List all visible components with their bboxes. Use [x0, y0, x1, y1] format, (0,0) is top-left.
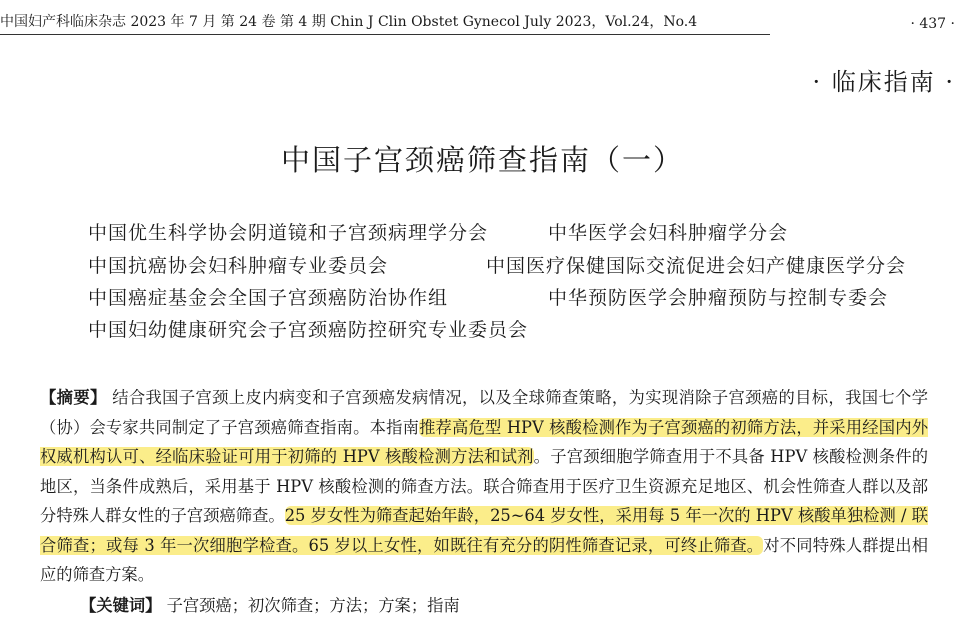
keywords-label: 【关键词】 [80, 596, 162, 615]
organization-3: 中国抗癌协会妇科肿瘤专业委员会 [88, 255, 389, 277]
abstract-text: 结合我国子宫颈上皮内病变和子宫颈癌发病情况，以及全球筛查策略，为实现消除子宫颈癌的目标，我国七个学（协）会专家共同制定了子宫颈癌筛查指南。本指南 [40, 388, 928, 437]
organization-7: 中国妇幼健康研究会子宫颈癌防控研究专业委员会 [88, 319, 529, 341]
article-title: 中国子宫颈癌筛查指南（一） [280, 143, 684, 177]
organization-1: 中国优生科学协会阴道镜和子宫颈病理学分会 [88, 222, 489, 244]
keywords [80, 592, 460, 616]
abstract-text: 对不同特殊人群提出相应的筛查方案。 [40, 535, 928, 584]
organization-5: 中国癌症基金会全国子宫颈癌防治协作组 [88, 287, 449, 309]
organization-2: 中华医学会妇科肿瘤学分会 [548, 222, 789, 244]
section-label: · 临床指南 · [812, 68, 955, 96]
organization-6: 中华预防医学会肿瘤预防与控制专委会 [548, 287, 889, 309]
abstract-label: 【摘要】 [40, 388, 107, 407]
organization-4: 中国医疗保健国际交流促进会妇产健康医学分会 [486, 255, 907, 277]
journal-header-text: 中国妇产科临床杂志 2023 年 7 月 第 24 卷 第 4 期 Chin J Clin Obstet Gynecol July 2023，Vol.24，No.4 [0, 14, 698, 30]
journal-header [0, 10, 770, 35]
page-number: · 437 · [910, 16, 955, 32]
abstract-highlight: 推荐高危型 HPV 核酸检测作为子宫颈癌的初筛方法，并采用经国内外权威机构认可、经临床验证可用于初筛的 HPV 核酸检测方法和试剂 [40, 417, 928, 466]
abstract-text: 。子宫颈细胞学筛查用于不具备 HPV 核酸检测条件的地区，当条件成熟后，采用基于 HPV 核酸检测的筛查方法。联合筛查用于医疗卫生资源充足地区、机会性筛查人群以及部分特殊人群女性的子宫颈癌筛查。 [40, 447, 929, 525]
abstract-highlight: 25 岁女性为筛查起始年龄，25~64 岁女性，采用每 5 年一次的 HPV 核酸单独检测 / 联合筛查；或每 3 年一次细胞学检查。65 岁以上女性，如既往有充分的阴性筛查记录，可终止筛查。 [40, 506, 928, 555]
abstract [40, 383, 928, 590]
keywords-text: 子宫颈癌；初次筛查；方法；方案；指南 [161, 596, 460, 615]
